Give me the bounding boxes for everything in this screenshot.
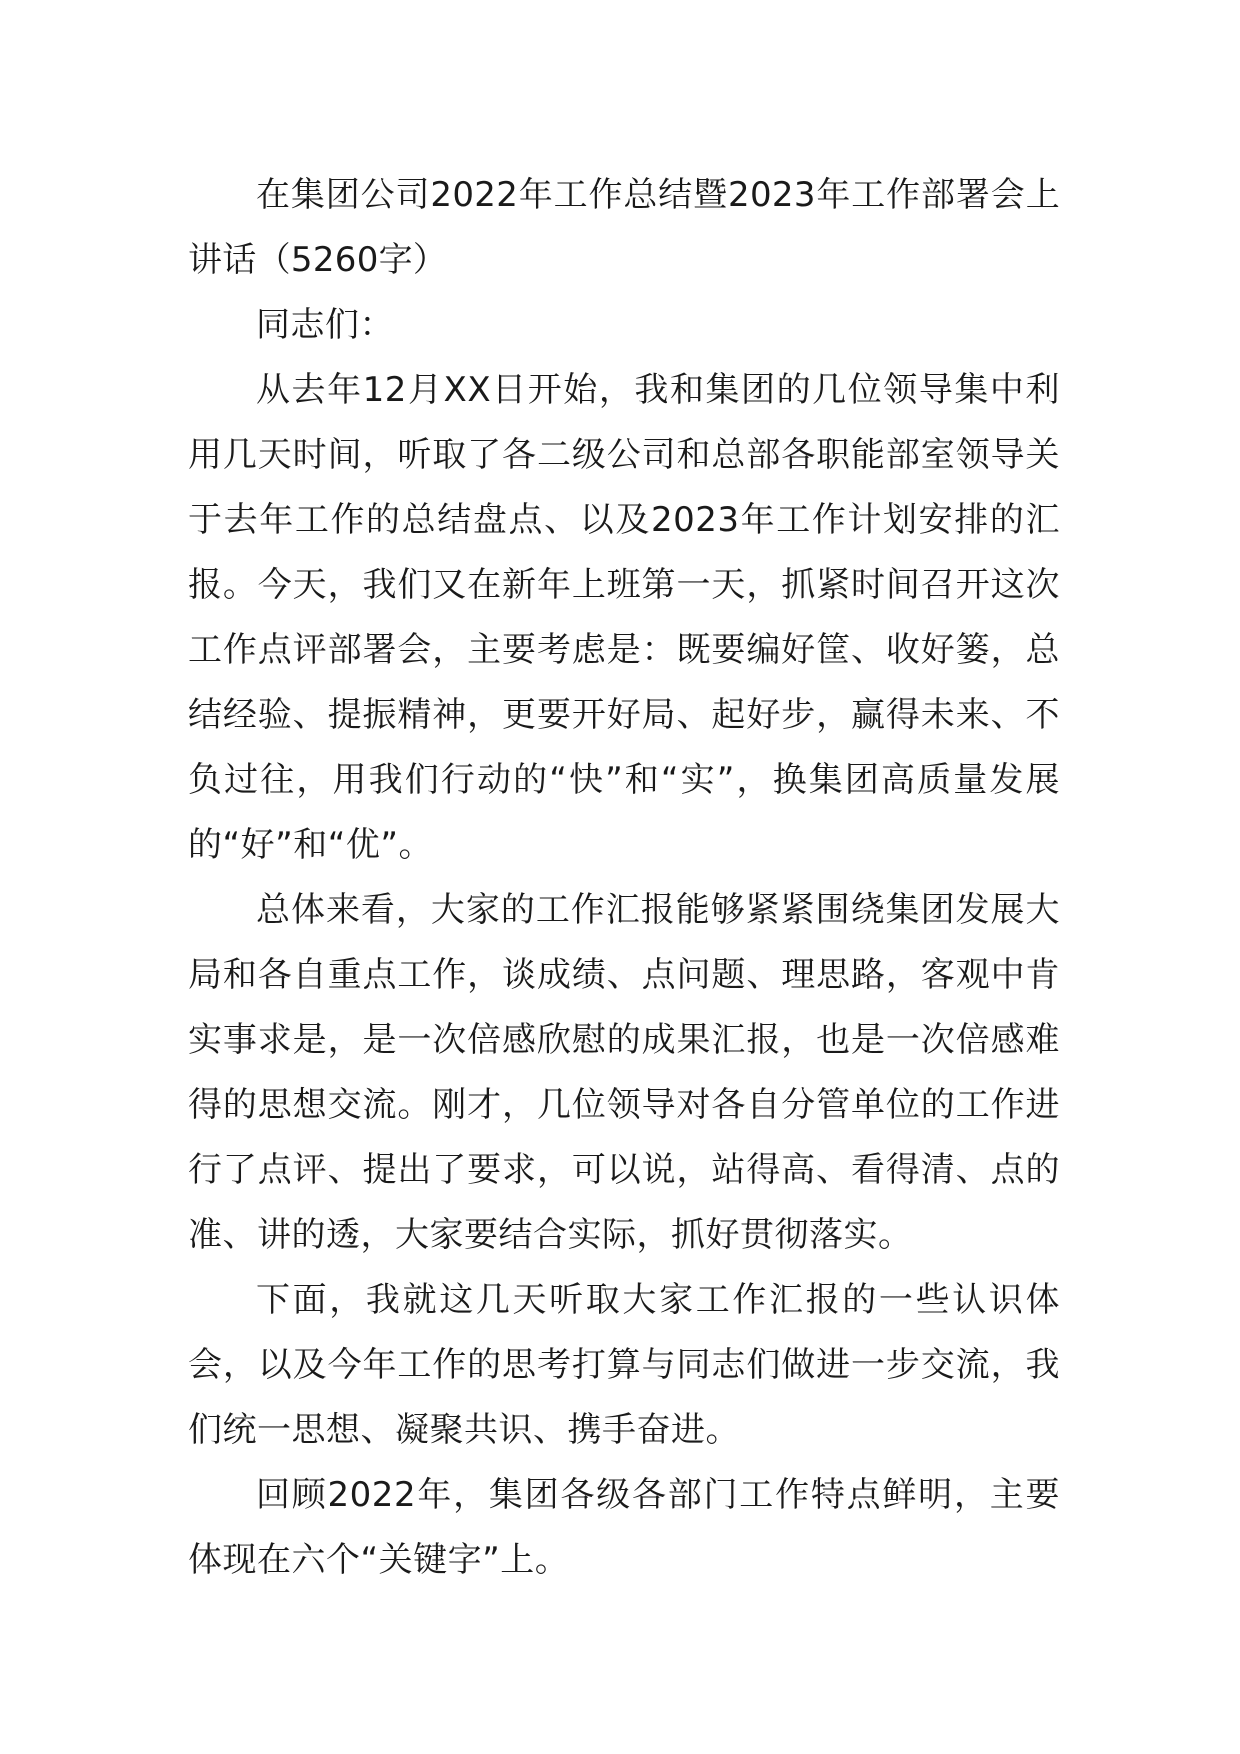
document-body — [188, 163, 1060, 1593]
body-paragraph: 回顾2022年，集团各级各部门工作特点鲜明，主要体现在六个“关键字”上。 — [188, 1475, 1060, 1580]
salutation-paragraph: 同志们： — [256, 305, 394, 345]
body-paragraph: 从去年12月XX日开始，我和集团的几位领导集中利用几天时间，听取了各二级公司和总部各职能部室领导关于去年工作的总结盘点、以及2023年工作计划安排的汇报。今天，我们又在新年上班第一天，抓紧时间召开这次工作点评部署会，主要考虑是：既要编好筐、收好篓，总结经验、提振精神，更要开好局、起好步，赢得未来、不负过往，用我们行动的“快”和“实”，换集团高质量发展的“好”和“优”。 — [188, 370, 1060, 865]
body-paragraph: 总体来看，大家的工作汇报能够紧紧围绕集团发展大局和各自重点工作，谈成绩、点问题、理思路，客观中肯实事求是，是一次倍感欣慰的成果汇报，也是一次倍感难得的思想交流。刚才，几位领导对各自分管单位的工作进行了点评、提出了要求，可以说，站得高、看得清、点的准、讲的透，大家要结合实际，抓好贯彻落实。 — [188, 890, 1060, 1255]
document-title: 在集团公司2022年工作总结暨2023年工作部署会上讲话（5260字） — [188, 175, 1060, 280]
body-paragraph: 下面，我就这几天听取大家工作汇报的一些认识体会，以及今年工作的思考打算与同志们做进一步交流，我们统一思想、凝聚共识、携手奋进。 — [188, 1280, 1060, 1450]
